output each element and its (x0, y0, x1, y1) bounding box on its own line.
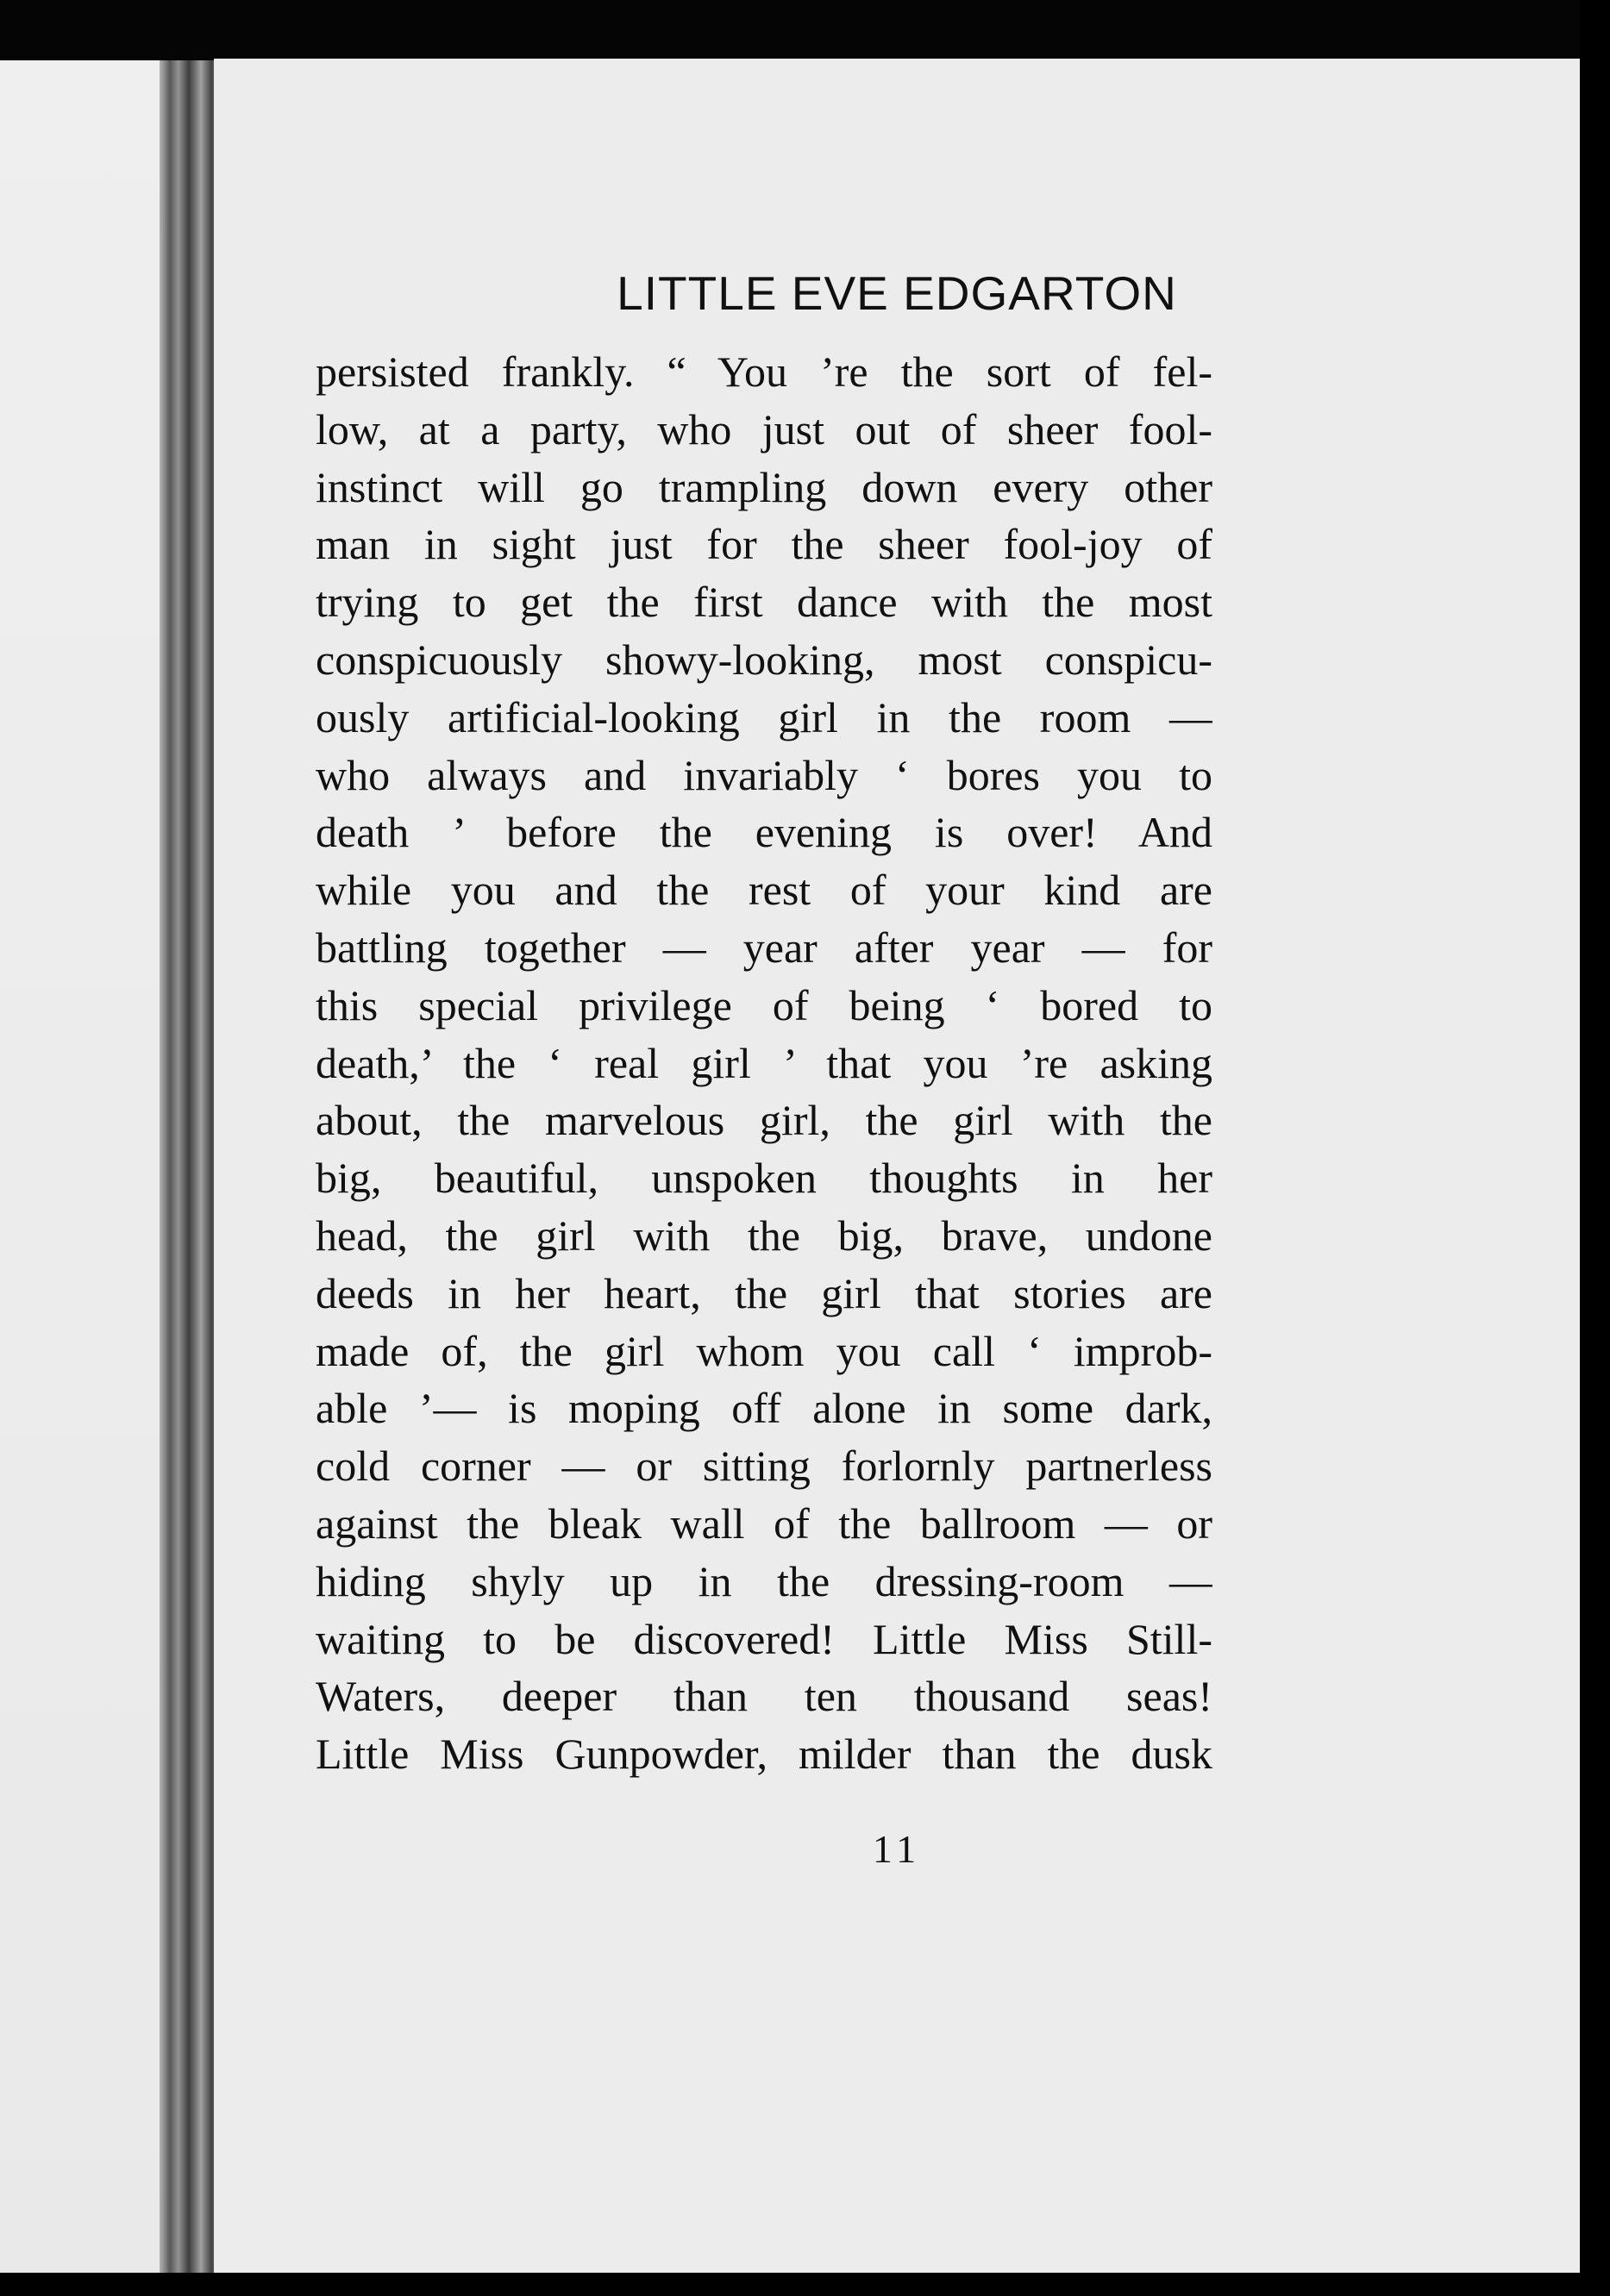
text-line: death,’ the ‘ real girl ’ that you ’re asking (316, 1038, 1212, 1087)
text-line: man in sight just for the sheer fool-joy of (316, 520, 1212, 569)
page-number: 11 (872, 1827, 922, 1871)
scan-right-border (1580, 0, 1610, 2296)
text-line: cold corner — or sitting forlornly partnerless (316, 1442, 1212, 1491)
text-line: waiting to be discovered! Little Miss Still- (316, 1614, 1212, 1663)
text-line: head, the girl with the big, brave, undone (316, 1211, 1212, 1260)
text-line: who always and invariably ‘ bores you to (316, 750, 1212, 799)
running-head: LITTLE EVE EDGARTON (617, 266, 1177, 320)
text-line: made of, the girl whom you call ‘ improb- (316, 1326, 1212, 1375)
text-line: ously artificial-looking girl in the room — (316, 692, 1212, 741)
book-binding-gutter (160, 60, 220, 2296)
text-line: hiding shyly up in the dressing-room — (316, 1556, 1212, 1605)
text-line: about, the marvelous girl, the girl with the (316, 1096, 1212, 1145)
scan-bottom-border (0, 2273, 1610, 2296)
text-line: against the bleak wall of the ballroom — or (316, 1498, 1212, 1548)
book-page (214, 59, 1580, 2273)
text-line: low, at a party, who just out of sheer fool- (316, 404, 1212, 454)
text-line: this special privilege of being ‘ bored to (316, 980, 1212, 1029)
text-line: able ’— is moping off alone in some dark, (316, 1384, 1212, 1433)
text-line: Waters, deeper than ten thousand seas! (316, 1672, 1212, 1721)
text-line: deeds in her heart, the girl that stories are (316, 1268, 1212, 1317)
text-line: trying to get the first dance with the most (316, 578, 1212, 627)
text-line: conspicuously showy-looking, most conspicu- (316, 635, 1212, 684)
text-line: persisted frankly. “ You ’re the sort of fel- (316, 347, 1212, 396)
text-line: battling together — year after year — for (316, 923, 1212, 972)
text-line: instinct will go trampling down every other (316, 462, 1212, 511)
body-text (316, 343, 1212, 1783)
text-line: big, beautiful, unspoken thoughts in her (316, 1154, 1212, 1203)
text-line: while you and the rest of your kind are (316, 866, 1212, 915)
text-line: Little Miss Gunpowder, milder than the dusk (316, 1730, 1212, 1779)
text-line: death ’ before the evening is over! And (316, 808, 1212, 857)
